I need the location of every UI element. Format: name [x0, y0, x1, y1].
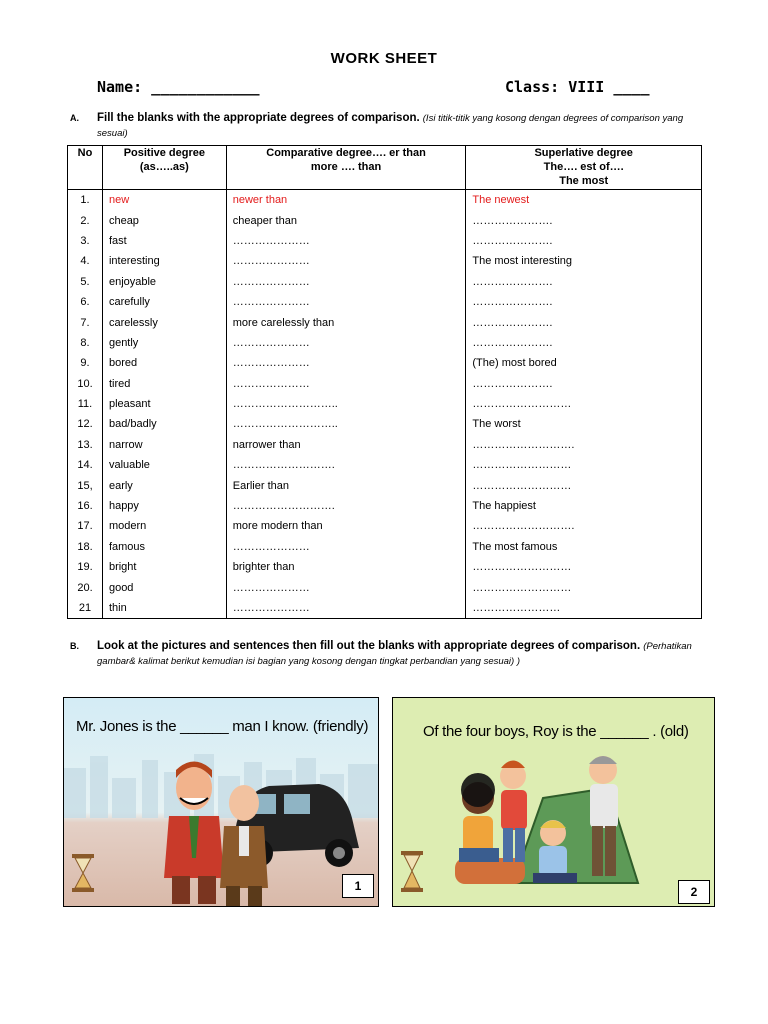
superlative-cell: The worst: [466, 414, 702, 434]
positive-cell: narrow: [102, 435, 226, 455]
positive-cell: bored: [102, 353, 226, 373]
row-number: 18.: [68, 537, 103, 557]
tent-illustration: [513, 788, 638, 883]
positive-cell: carefully: [102, 292, 226, 312]
superlative-cell: ………………………: [466, 455, 702, 475]
positive-cell: bad/badly: [102, 414, 226, 434]
row-number: 4.: [68, 251, 103, 271]
row-number: 5.: [68, 272, 103, 292]
row-number: 19.: [68, 557, 103, 577]
boy-1-illustration: [459, 773, 499, 862]
table-row: [68, 577, 702, 597]
superlative-cell: ………………….: [466, 210, 702, 230]
table-row: [68, 598, 702, 619]
comparative-cell: brighter than: [226, 557, 466, 577]
section-a-letter: A.: [70, 113, 79, 123]
positive-cell: good: [102, 577, 226, 597]
superlative-cell: The most interesting: [466, 251, 702, 271]
comparative-cell: …………………: [226, 251, 466, 271]
table-row: [68, 537, 702, 557]
table-header-row: [68, 146, 702, 190]
superlative-cell: ………………….: [466, 333, 702, 353]
positive-cell: bright: [102, 557, 226, 577]
comparative-cell: ……………………….: [226, 455, 466, 475]
positive-cell: valuable: [102, 455, 226, 475]
name-class-row: [97, 78, 667, 96]
comparative-cell: …………………: [226, 374, 466, 394]
superlative-cell: ………………………: [466, 577, 702, 597]
superlative-cell: ………………….: [466, 231, 702, 251]
row-number: 12.: [68, 414, 103, 434]
section-a-note: (Isi titik-titik yang kosong dengan degrees of comparison yang sesuai): [97, 113, 684, 139]
row-number: 3.: [68, 231, 103, 251]
table-row: [68, 312, 702, 332]
table-row: [68, 414, 702, 434]
section-a-instruction: [70, 111, 710, 141]
positive-cell: gently: [102, 333, 226, 353]
table-row: [68, 190, 702, 211]
superlative-cell: ………………….: [466, 312, 702, 332]
picture-2-caption: Of the four boys, Roy is the ______ . (old): [423, 723, 689, 740]
superlative-cell: The newest: [466, 190, 702, 211]
positive-cell: new: [102, 190, 226, 211]
picture-2-number: 2: [678, 880, 710, 904]
table-row: [68, 557, 702, 577]
row-number: 11.: [68, 394, 103, 414]
comparative-cell: …………………: [226, 272, 466, 292]
name-label: Name: ____________: [97, 78, 260, 96]
table-row: [68, 272, 702, 292]
row-number: 7.: [68, 312, 103, 332]
comparative-cell: newer than: [226, 190, 466, 211]
positive-cell: modern: [102, 516, 226, 536]
superlative-cell: (The) most bored: [466, 353, 702, 373]
row-number: 20.: [68, 577, 103, 597]
comparative-cell: …………………: [226, 577, 466, 597]
comparative-cell: narrower than: [226, 435, 466, 455]
comparative-cell: ……………………….: [226, 496, 466, 516]
comparative-cell: …………………: [226, 598, 466, 619]
table-row: [68, 455, 702, 475]
positive-cell: happy: [102, 496, 226, 516]
comparative-cell: …………………: [226, 353, 466, 373]
picture-1: [63, 697, 379, 907]
row-number: 14.: [68, 455, 103, 475]
comparative-cell: …………………: [226, 231, 466, 251]
superlative-cell: ………………………: [466, 475, 702, 495]
positive-cell: fast: [102, 231, 226, 251]
positive-cell: thin: [102, 598, 226, 619]
table-row: [68, 394, 702, 414]
row-number: 21: [68, 598, 103, 619]
row-number: 9.: [68, 353, 103, 373]
superlative-cell: ……………………….: [466, 435, 702, 455]
positive-cell: famous: [102, 537, 226, 557]
row-number: 6.: [68, 292, 103, 312]
degrees-table: [67, 145, 702, 619]
row-number: 10.: [68, 374, 103, 394]
table-row: [68, 231, 702, 251]
positive-cell: early: [102, 475, 226, 495]
table-row: [68, 333, 702, 353]
positive-cell: enjoyable: [102, 272, 226, 292]
section-b-text: Look at the pictures and sentences then fill out the blanks with appropriate degrees of comparison.: [97, 640, 641, 652]
hourglass-icon: [72, 854, 94, 892]
comparative-cell: more modern than: [226, 516, 466, 536]
table-row: [68, 475, 702, 495]
positive-cell: cheap: [102, 210, 226, 230]
picture-1-number: 1: [342, 874, 374, 898]
comparative-cell: more carelessly than: [226, 312, 466, 332]
picture-2: [392, 697, 715, 907]
section-b-instruction: [70, 639, 710, 669]
superlative-cell: ………………….: [466, 374, 702, 394]
worksheet-title: WORK SHEET: [330, 50, 438, 67]
header-superlative: Superlative degree The…. est of…. The most: [466, 146, 702, 190]
section-a-text: Fill the blanks with the appropriate degrees of comparison.: [97, 112, 420, 124]
table-row: [68, 292, 702, 312]
comparative-cell: ………………………..: [226, 394, 466, 414]
superlative-cell: The most famous: [466, 537, 702, 557]
picture-1-caption: Mr. Jones is the ______ man I know. (friendly): [76, 718, 369, 735]
comparative-cell: …………………: [226, 537, 466, 557]
superlative-cell: ………………….: [466, 292, 702, 312]
superlative-cell: ………………………: [466, 394, 702, 414]
row-number: 17.: [68, 516, 103, 536]
table-row: [68, 516, 702, 536]
row-number: 16.: [68, 496, 103, 516]
row-number: 2.: [68, 210, 103, 230]
comparative-cell: Earlier than: [226, 475, 466, 495]
row-number: 13.: [68, 435, 103, 455]
header-no: No: [68, 146, 103, 190]
comparative-cell: …………………: [226, 292, 466, 312]
table-row: [68, 251, 702, 271]
superlative-cell: The happiest: [466, 496, 702, 516]
positive-cell: carelessly: [102, 312, 226, 332]
comparative-cell: ………………………..: [226, 414, 466, 434]
table-row: [68, 496, 702, 516]
row-number: 8.: [68, 333, 103, 353]
positive-cell: tired: [102, 374, 226, 394]
boy-2-illustration: [500, 761, 527, 863]
table-row: [68, 210, 702, 230]
comparative-cell: …………………: [226, 333, 466, 353]
header-positive: Positive degree (as…..as): [102, 146, 226, 190]
table-row: [68, 435, 702, 455]
superlative-cell: ………………….: [466, 272, 702, 292]
header-comparative: Comparative degree…. er than more …. than: [226, 146, 466, 190]
section-b-letter: B.: [70, 641, 79, 651]
superlative-cell: ……………………: [466, 598, 702, 619]
row-number: 15,: [68, 475, 103, 495]
table-row: [68, 353, 702, 373]
superlative-cell: ………………………: [466, 557, 702, 577]
row-number: 1.: [68, 190, 103, 211]
section-b-note: (Perhatikan gambar& kalimat berikut kemudian isi bagian yang kosong dengan tingkat perbandian yang sesuai) ): [97, 641, 692, 667]
class-label: Class: VIII ____: [505, 78, 650, 96]
positive-cell: interesting: [102, 251, 226, 271]
comparative-cell: cheaper than: [226, 210, 466, 230]
positive-cell: pleasant: [102, 394, 226, 414]
table-row: [68, 374, 702, 394]
superlative-cell: ……………………….: [466, 516, 702, 536]
hourglass-icon: [401, 851, 423, 892]
